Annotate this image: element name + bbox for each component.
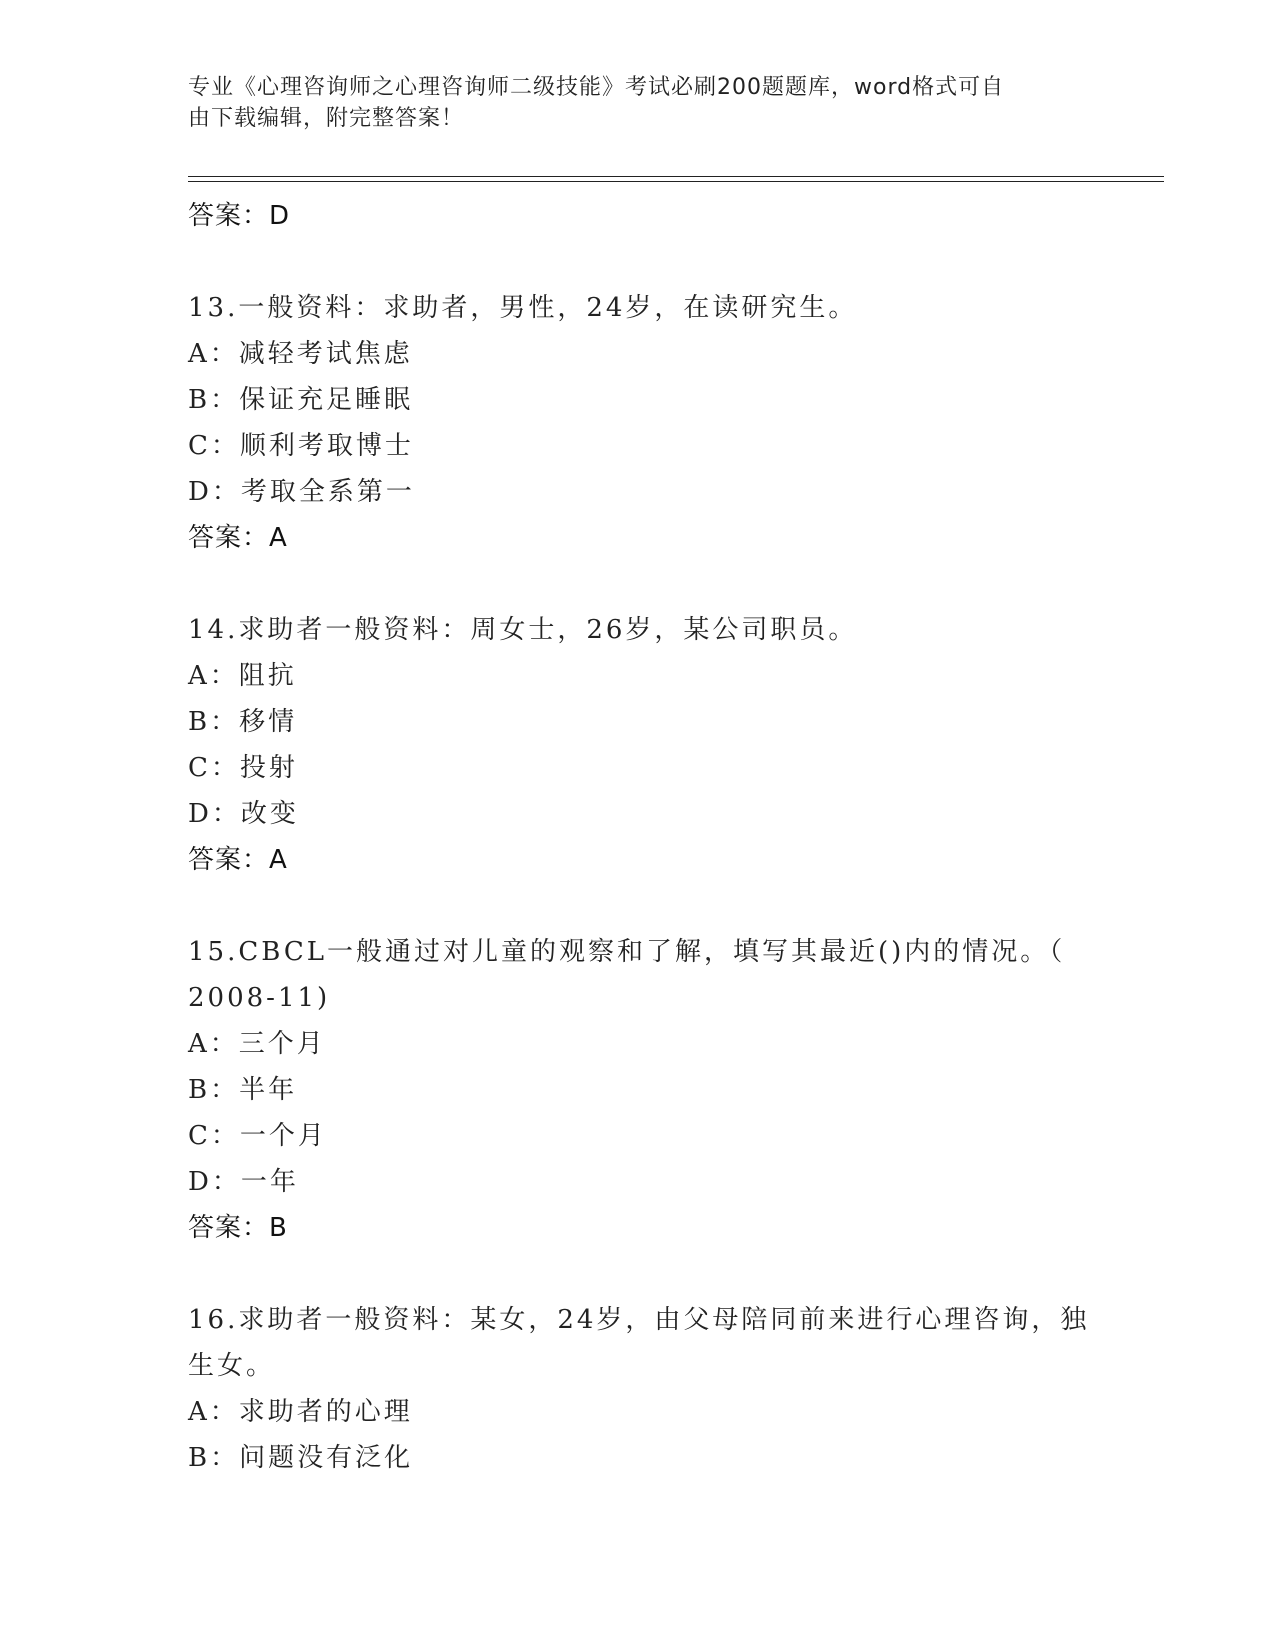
question-list (188, 193, 1088, 1481)
question-stem-line-1: 15.CBCL一般通过对儿童的观察和了解，填写其最近()内的情况。（ (188, 937, 1066, 967)
question-14 (188, 607, 1088, 883)
option-d: D：考取全系第一 (188, 477, 415, 507)
spacer (188, 239, 1088, 285)
question-15 (188, 929, 1088, 1251)
header-line-2: 由下载编辑，附完整答案！ (188, 106, 465, 131)
answer: 答案：A (188, 845, 288, 875)
option-a: A：阻抗 (188, 661, 297, 691)
option-a: A：求助者的心理 (188, 1397, 413, 1427)
header-divider-top (188, 176, 1164, 177)
option-c: C：顺利考取博士 (188, 431, 414, 461)
option-b: B：半年 (188, 1075, 298, 1105)
option-b: B：问题没有泛化 (188, 1443, 414, 1473)
option-c: C：一个月 (188, 1121, 327, 1151)
answer: 答案：A (188, 523, 288, 553)
option-b: B：保证充足睡眠 (188, 385, 414, 415)
question-stem-line-1: 16.求助者一般资料：某女，24岁，由父母陪同前来进行心理咨询，独 (188, 1305, 1090, 1335)
option-d: D：一年 (188, 1167, 299, 1197)
option-c: C：投射 (188, 753, 298, 783)
question-stem-line-2: 生女。 (188, 1351, 276, 1381)
question-13 (188, 285, 1088, 561)
option-a: A：减轻考试焦虑 (188, 339, 413, 369)
question-16 (188, 1297, 1088, 1481)
header-divider-bottom (188, 181, 1164, 182)
header-line-1: 专业《心理咨询师之心理咨询师二级技能》考试必刷200题题库，word格式可自 (188, 75, 1005, 100)
spacer (188, 883, 1088, 929)
spacer (188, 561, 1088, 607)
spacer (188, 1251, 1088, 1297)
previous-answer: 答案：D (188, 201, 291, 231)
option-a: A：三个月 (188, 1029, 326, 1059)
answer: 答案：B (188, 1213, 288, 1243)
question-stem-line-2: 2008-11) (188, 983, 331, 1013)
option-b: B：移情 (188, 707, 298, 737)
document-header (188, 72, 1088, 134)
question-stem: 14.求助者一般资料：周女士，26岁，某公司职员。 (188, 615, 858, 645)
option-d: D：改变 (188, 799, 299, 829)
question-stem: 13.一般资料：求助者，男性，24岁，在读研究生。 (188, 293, 858, 323)
